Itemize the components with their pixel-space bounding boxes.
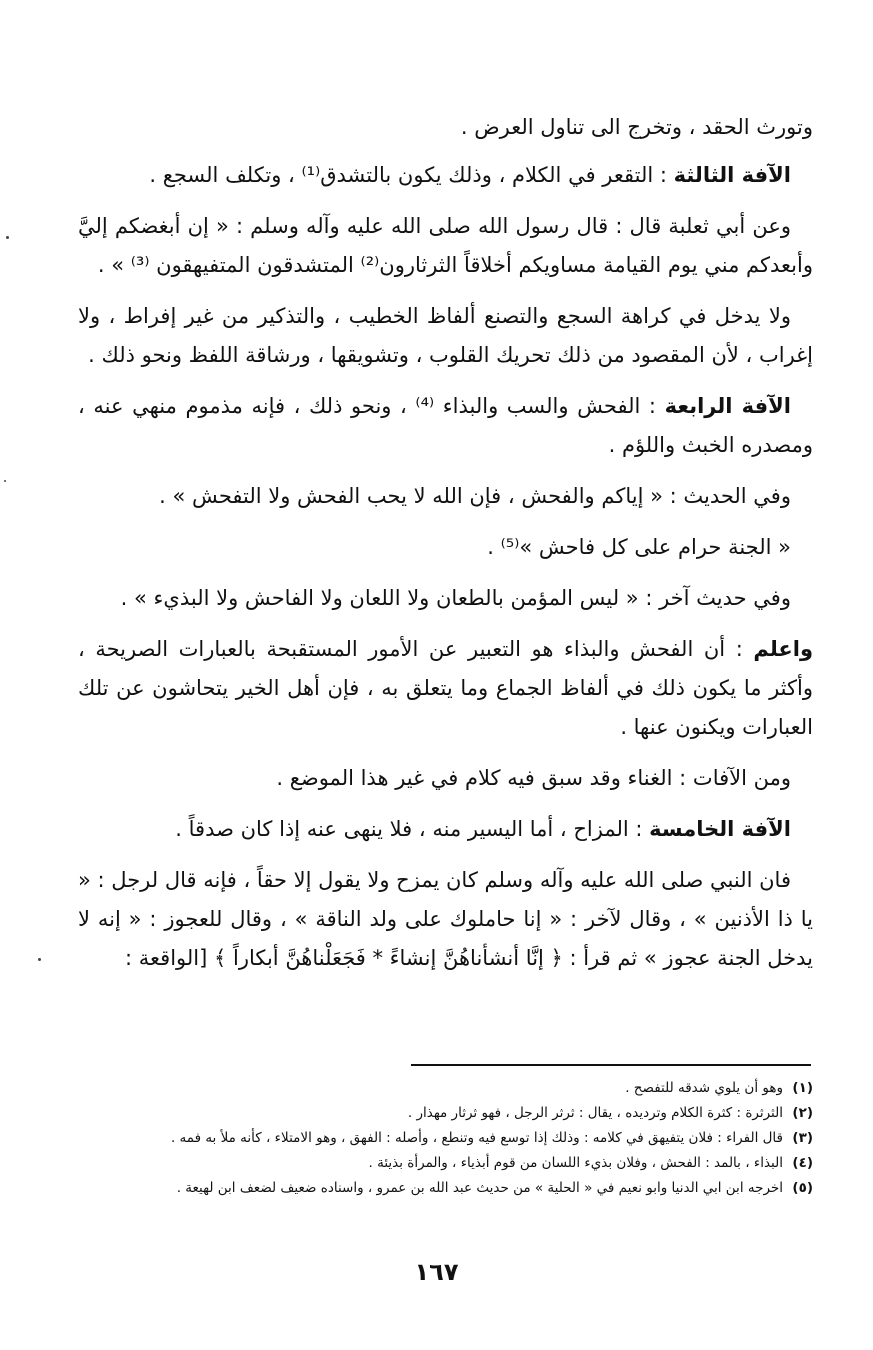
paragraph-text: وتورث الحقد ، وتخرج الى تناول العرض . (460, 115, 813, 139)
footnote-4 (70, 1151, 813, 1176)
footnote-number: (٤) (792, 1155, 813, 1171)
paragraph-text: : الفحش والسب والبذاء ⁽⁴⁾ ، ونحو ذلك ، فإنه مذموم منهي عنه ، ومصدره الخبث واللؤم . (78, 394, 813, 457)
paragraph-text: ومن الآفات : الغناء وقد سبق فيه كلام في غير هذا الموضع . (276, 766, 791, 790)
footnote-number: (٢) (792, 1105, 813, 1121)
footnote-divider (411, 1064, 811, 1066)
scan-speck (6, 236, 9, 239)
footnotes (70, 1076, 813, 1201)
section-heading: الآفة الثالثة (673, 163, 791, 187)
footnote-text: اخرجه ابن ابي الدنيا وابو نعيم في « الحلية » من حديث عبد الله بن عمرو ، واسناده ضعيف لضعف ابن لهيعة . (176, 1180, 783, 1196)
paragraph-text: وعن أبي ثعلبة قال : قال رسول الله صلى الله عليه وآله وسلم : « إن أبغضكم إليَّ وأبعدكم مني يوم القيامة مساويكم أخلاقاً الثرثارون⁽²⁾ المتشدقون المتفيهقون ⁽³⁾ » . (78, 214, 813, 277)
paragraph-text: : المزاح ، أما اليسير منه ، فلا ينهى عنه إذا كان صدقاً . (175, 817, 650, 841)
paragraph-text: « الجنة حرام على كل فاحش »⁽⁵⁾ . (487, 535, 791, 559)
footnote-1 (70, 1076, 813, 1101)
footnote-number: (٣) (792, 1130, 813, 1146)
footnote-3 (70, 1126, 813, 1151)
footnote-text: وهو أن يلوي شدقه للتفصح . (625, 1080, 783, 1096)
paragraph-text: فان النبي صلى الله عليه وآله وسلم كان يمزح ولا يقول إلا حقاً ، فإنه قال لرجل : « يا ذا الأذنين » ، وقال لآخر : « إنا حاملوك على ولد الناقة » ، وقال للعجوز : « إنه لا يدخل الجنة عجوز » ثم قرأ : ﴿ إنَّا أنشأناهُنَّ إنشاءً * فَجَعَلْناهُنَّ أبكاراً ﴾ [الواقعة : (78, 868, 813, 970)
paragraph-text: : التقعر في الكلام ، وذلك يكون بالتشدق⁽¹⁾ ، وتكلف السجع . (149, 163, 674, 187)
footnote-2 (70, 1101, 813, 1126)
paragraph-12 (78, 861, 813, 978)
page-number: ١٦٧ (414, 1258, 459, 1286)
section-heading: واعلم (753, 637, 813, 661)
section-heading: الآفة الرابعة (664, 394, 792, 418)
footnote-5 (70, 1176, 813, 1201)
paragraph-text: ولا يدخل في كراهة السجع والتصنع ألفاظ الخطيب ، والتذكير من غير إفراط ، ولا إغراب ، لأن المقصود من ذلك تحريك القلوب ، وتشويقها ، ورشاقة اللفظ ونحو ذلك . (78, 304, 813, 367)
paragraph-9 (78, 630, 813, 747)
footnote-number: (٥) (792, 1180, 813, 1196)
paragraph-10 (78, 759, 813, 798)
paragraph-5 (78, 387, 813, 465)
footnote-text: البذاء ، بالمد : الفحش ، وفلان بذيء اللسان من قوم أبذياء ، والمرأة بذيئة . (368, 1155, 783, 1171)
footnote-text: قال الفراء : فلان يتفيهق في كلامه : وذلك إذا توسع فيه وتنطع ، وأصله : الفهق ، وهو الامتلاء ، كأنه ملأ به فمه . (170, 1130, 783, 1146)
paragraph-7 (78, 528, 813, 567)
paragraph-2 (78, 156, 813, 195)
main-text (78, 108, 813, 990)
paragraph-1 (78, 108, 813, 147)
paragraph-11 (78, 810, 813, 849)
paragraph-text: وفي حديث آخر : « ليس المؤمن بالطعان ولا اللعان ولا الفاحش ولا البذيء » . (120, 586, 791, 610)
section-heading: الآفة الخامسة (649, 817, 791, 841)
paragraph-text: : أن الفحش والبذاء هو التعبير عن الأمور المستقبحة بالعبارات الصريحة ، وأكثر ما يكون ذلك في ألفاظ الجماع وما يتعلق به ، فإن أهل الخير يتحاشون عن تلك العبارات ويكنون عنها . (78, 637, 813, 739)
footnote-number: (١) (792, 1080, 813, 1096)
footnote-text: الثرثرة : كثرة الكلام وترديده ، يقال : ثرثر الرجل ، فهو ثرثار مهذار . (407, 1105, 783, 1121)
scan-speck (38, 958, 41, 961)
paragraph-text: وفي الحديث : « إياكم والفحش ، فإن الله لا يحب الفحش ولا التفحش » . (159, 484, 791, 508)
paragraph-4 (78, 297, 813, 375)
paragraph-3 (78, 207, 813, 285)
paragraph-8 (78, 579, 813, 618)
paragraph-6 (78, 477, 813, 516)
scan-speck (4, 480, 6, 482)
